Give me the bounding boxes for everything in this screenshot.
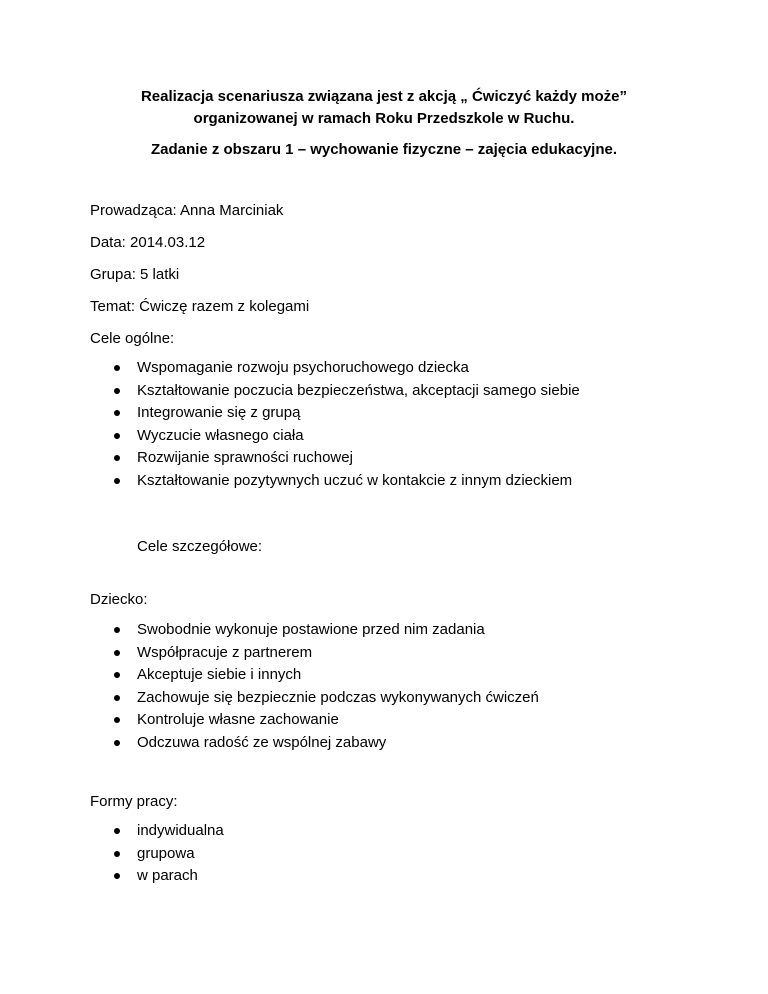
- list-item: Integrowanie się z grupą: [90, 402, 580, 425]
- child-goals-list: [90, 619, 539, 755]
- work-forms-list: [90, 820, 224, 888]
- list-item: Rozwijanie sprawności ruchowej: [90, 447, 580, 470]
- topic-field: Temat: Ćwiczę razem z kolegami: [90, 298, 310, 315]
- document-header: [90, 86, 678, 161]
- list-item: grupowa: [90, 843, 224, 866]
- group-field: Grupa: 5 latki: [90, 266, 180, 283]
- specific-goals-heading: Cele szczegółowe:: [137, 538, 263, 555]
- list-item: Odczuwa radość ze wspólnej zabawy: [90, 732, 539, 755]
- list-item: Kształtowanie pozytywnych uczuć w kontakcie z innym dzieckiem: [90, 470, 580, 493]
- child-heading: Dziecko:: [90, 591, 148, 608]
- list-item: Współpracuje z partnerem: [90, 642, 539, 665]
- leader-field: Prowadząca: Anna Marciniak: [90, 202, 284, 219]
- list-item: w parach: [90, 865, 224, 888]
- title-line-1: Realizacja scenariusza związana jest z akcją „ Ćwiczyć każdy może”: [140, 88, 628, 105]
- list-item: Zachowuje się bezpiecznie podczas wykonywanych ćwiczeń: [90, 687, 539, 710]
- title-line-2: organizowanej w ramach Roku Przedszkole w Ruchu.: [193, 110, 575, 127]
- list-item: Kształtowanie poczucia bezpieczeństwa, akceptacji samego siebie: [90, 380, 580, 403]
- subtitle: Zadanie z obszaru 1 – wychowanie fizyczne – zajęcia edukacyjne.: [150, 141, 618, 158]
- general-goals-heading: Cele ogólne:: [90, 330, 175, 347]
- list-item: indywidualna: [90, 820, 224, 843]
- list-item: Wspomaganie rozwoju psychoruchowego dziecka: [90, 357, 580, 380]
- list-item: Akceptuje siebie i innych: [90, 664, 539, 687]
- work-forms-heading: Formy pracy:: [90, 793, 178, 810]
- list-item: Swobodnie wykonuje postawione przed nim zadania: [90, 619, 539, 642]
- list-item: Kontroluje własne zachowanie: [90, 709, 539, 732]
- list-item: Wyczucie własnego ciała: [90, 425, 580, 448]
- date-field: Data: 2014.03.12: [90, 234, 206, 251]
- general-goals-list: [90, 357, 580, 493]
